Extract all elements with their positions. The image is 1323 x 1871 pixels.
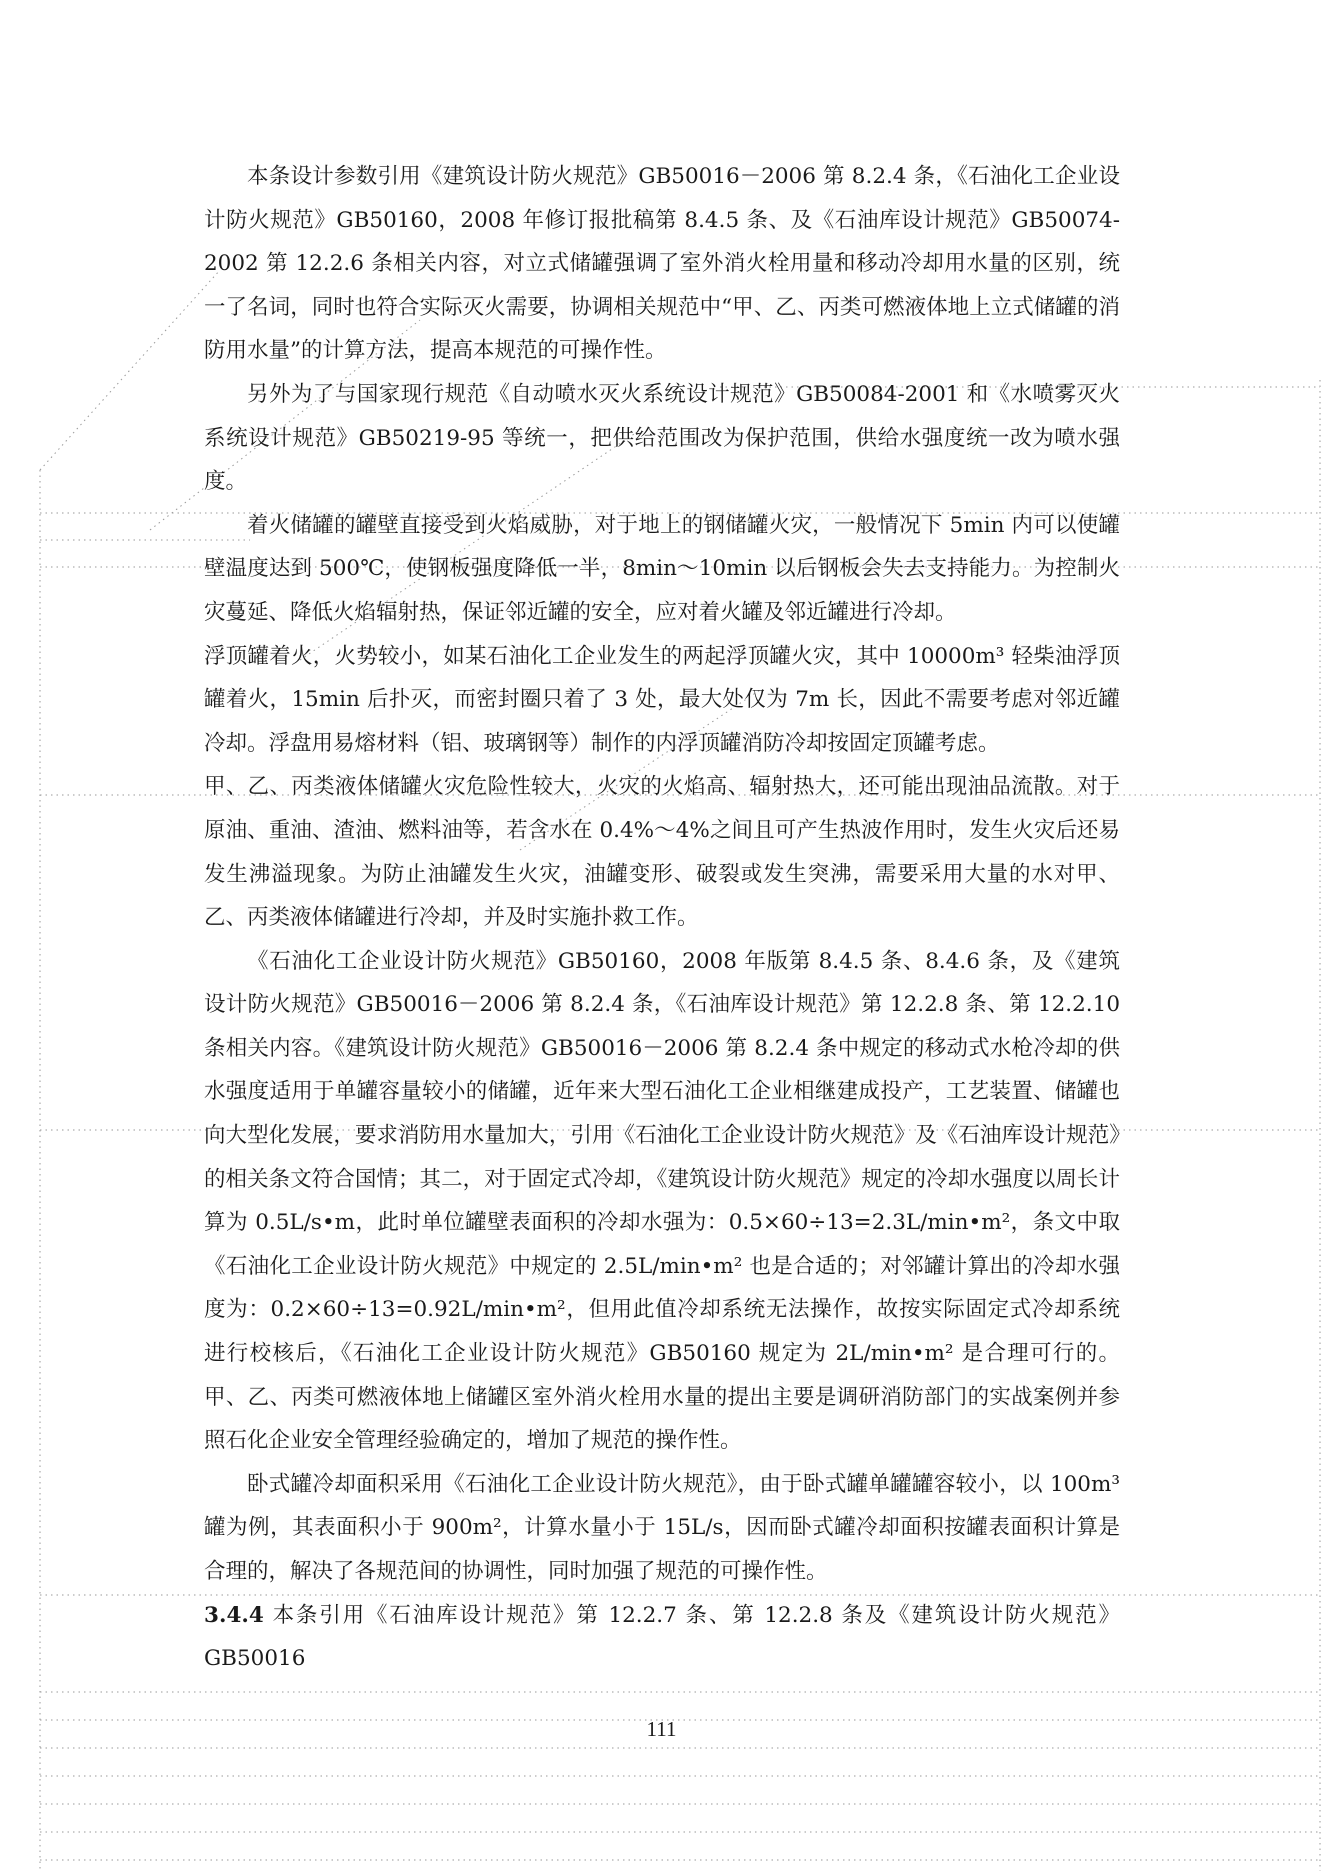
page-number: 111	[646, 1717, 677, 1741]
paragraph-tank-wall-cooling: 着火储罐的罐壁直接受到火焰威胁，对于地上的钢储罐火灾，一般情况下 5min 内可以使罐壁温度达到 500℃，使钢板强度降低一半，8min～10min 以后钢板会失去支持能力。为控制火灾蔓延、降低火焰辐射热，保证邻近罐的安全，应对着火罐及邻近罐进行冷却。	[204, 512, 1120, 625]
clause-text: 本条引用《石油库设计规范》第 12.2.7 条、第 12.2.8 条及《建筑设计防火规范》GB50016	[204, 1602, 1120, 1672]
paragraph-spray-intensity: 另外为了与国家现行规范《自动喷水灭火系统设计规范》GB50084-2001 和《水喷雾灭火系统设计规范》GB50219-95 等统一，把供给范围改为保护范围，供给水强度统一改为喷水强度。	[204, 381, 1120, 495]
paragraph-design-parameters: 本条设计参数引用《建筑设计防火规范》GB50016－2006 第 8.2.4 条，《石油化工企业设计防火规范》GB50160，2008 年修订报批稿第 8.4.5 条、及《石油库设计规范》GB50074-2002 第 12.2.6 条相关内容，对立式储罐强调了室外消火栓用量和移动冷却用水量的区别，统一了名词，同时也符合实际灭火需要，协调相关规范中“甲、乙、丙类可燃液体地上立式储罐的消防用水量”的计算方法，提高本规范的可操作性。	[204, 164, 1120, 364]
clause-number: 3.4.4	[204, 1602, 264, 1628]
paragraph-floating-roof: 浮顶罐着火，火势较小，如某石油化工企业发生的两起浮顶罐火灾，其中 10000m³ 轻柴油浮顶罐着火，15min 后扑灭，而密封圈只着了 3 处，最大处仅为 7m 长，因此不需要考虑对邻近罐冷却。浮盘用易熔材料（铝、玻璃钢等）制作的内浮顶罐消防冷却按固定顶罐考虑。	[204, 643, 1120, 756]
paragraph-fire-hazard: 甲、乙、丙类液体储罐火灾危险性较大，火灾的火焰高、辐射热大，还可能出现油品流散。对于原油、重油、渣油、燃料油等，若含水在 0.4%～4%之间且可产生热波作用时，发生火灾后还易发生沸溢现象。为防止油罐发生火灾，油罐变形、破裂或发生突沸，需要采用大量的水对甲、乙、丙类液体储罐进行冷却，并及时实施扑救工作。	[204, 774, 1120, 931]
clause-3-4-4	[204, 1594, 1120, 1681]
paragraph-cooling-intensity: 《石油化工企业设计防火规范》GB50160，2008 年版第 8.4.5 条、8.4.6 条，及《建筑设计防火规范》GB50016－2006 第 8.2.4 条，《石油库设计规范》第 12.2.8 条、第 12.2.10 条相关内容。《建筑设计防火规范》GB50016－2006 第 8.2.4 条中规定的移动式水枪冷却的供水强度适用于单罐容量较小的储罐，近年来大型石油化工企业相继建成投产，工艺装置、储罐也向大型化发展，要求消防用水量加大，引用《石油化工企业设计防火规范》及《石油库设计规范》的相关条文符合国情；其二，对于固定式冷却，《建筑设计防火规范》规定的冷却水强度以周长计算为 0.5L/s•m，此时单位罐壁表面积的冷却水强为：0.5×60÷13=2.3L/min•m²，条文中取《石油化工企业设计防火规范》中规定的 2.5L/min•m² 也是合适的；对邻罐计算出的冷却水强度为：0.2×60÷13=0.92L/min•m²，但用此值冷却系统无法操作，故按实际固定式冷却系统进行校核后，《石油化工企业设计防火规范》GB50160 规定为 2L/min•m² 是合理可行的。甲、乙、丙类可燃液体地上储罐区室外消火栓用水量的提出主要是调研消防部门的实战案例并参照石化企业安全管理经验确定的，增加了规范的操作性。	[204, 948, 1120, 1454]
paragraph-horizontal-tank: 卧式罐冷却面积采用《石油化工企业设计防火规范》，由于卧式罐单罐罐容较小，以 100m³ 罐为例，其表面积小于 900m²，计算水量小于 15L/s，因而卧式罐冷却面积按罐表面积计算是合理的，解决了各规范间的协调性，同时加强了规范的可操作性。	[204, 1471, 1120, 1584]
document-body	[204, 155, 1120, 1681]
